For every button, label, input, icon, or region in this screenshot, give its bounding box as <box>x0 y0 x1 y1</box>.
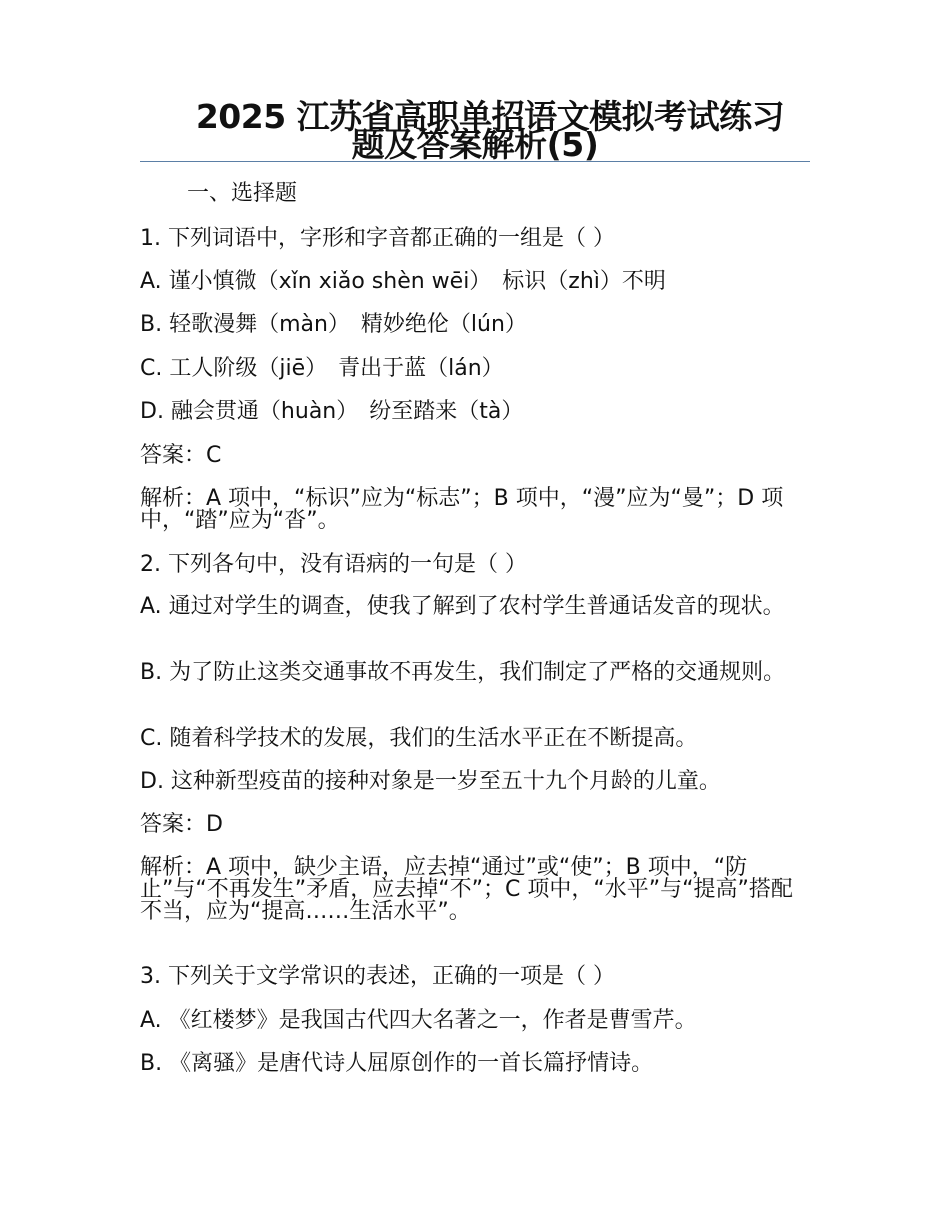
question-2-option-a: A. 通过对学生的调查，使我了解到了农村学生普通话发音的现状。 <box>140 594 785 619</box>
question-2-answer: 答案：D <box>140 812 223 837</box>
question-1-option-a: A. 谨小慎微（xǐn xiǎo shèn wēi） 标识（zhì）不明 <box>140 269 666 294</box>
question-1-answer: 答案：C <box>140 443 222 468</box>
question-1-option-d: D. 融会贯通（huàn） 纷至踏来（tà） <box>140 399 524 424</box>
question-2-option-c: C. 随着科学技术的发展，我们的生活水平正在不断提高。 <box>140 726 698 751</box>
question-2-analysis: 解析：A 项中，缺少主语，应去掉“通过”或“使”；B 项中，“防止”与“不再发生”矛盾，应去掉“不”；C 项中，“水平”与“提高”搭配不当，应为“提高……生活水平”。 <box>140 855 793 924</box>
question-3-option-a: A. 《红楼梦》是我国古代四大名著之一，作者是曹雪芹。 <box>140 1008 697 1033</box>
title-line-2: 题及答案解析(5) <box>351 125 599 164</box>
question-1-stem: 1. 下列词语中，字形和字音都正确的一组是（ ） <box>140 226 615 251</box>
title-underline <box>140 161 810 162</box>
section-heading: 一、选择题 <box>187 181 298 206</box>
question-2-option-d: D. 这种新型疫苗的接种对象是一岁至五十九个月龄的儿童。 <box>140 769 721 794</box>
question-3-option-b: B. 《离骚》是唐代诗人屈原创作的一首长篇抒情诗。 <box>140 1051 654 1076</box>
title-line-1: 2025 江苏省高职单招语文模拟考试练习 <box>195 97 785 136</box>
question-3-stem: 3. 下列关于文学常识的表述，正确的一项是（ ） <box>140 964 615 989</box>
question-1-option-c: C. 工人阶级（jiē） 青出于蓝（lán） <box>140 356 504 381</box>
question-2-stem: 2. 下列各句中，没有语病的一句是（ ） <box>140 552 527 577</box>
document-title <box>140 97 810 164</box>
question-1-analysis: 解析：A 项中，“标识”应为“标志”；B 项中，“漫”应为“曼”；D 项中，“踏”应为“沓”。 <box>140 486 784 533</box>
question-2-option-b: B. 为了防止这类交通事故不再发生，我们制定了严格的交通规则。 <box>140 660 786 685</box>
question-1-option-b: B. 轻歌漫舞（màn） 精妙绝伦（lún） <box>140 312 527 337</box>
